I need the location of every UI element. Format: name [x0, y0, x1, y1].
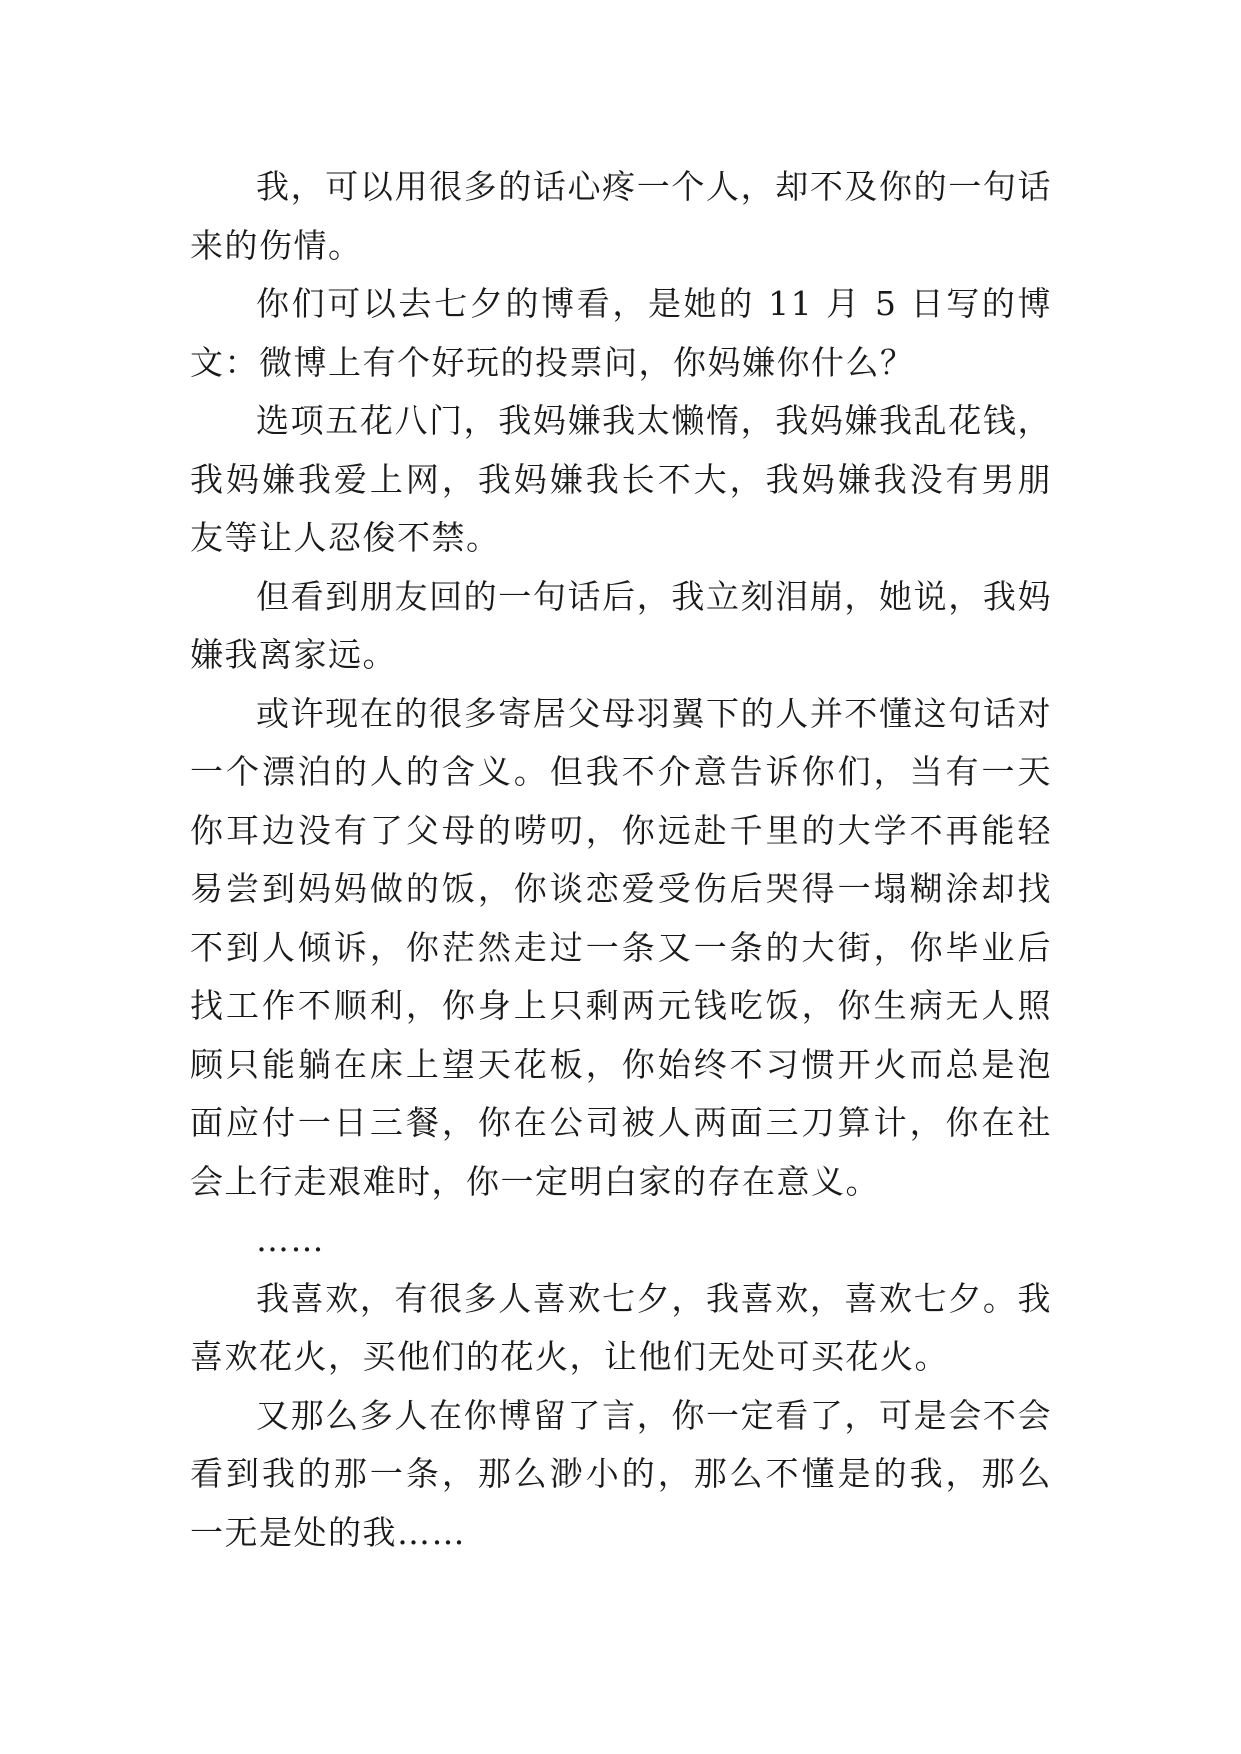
paragraph: 我喜欢，有很多人喜欢七夕，我喜欢，喜欢七夕。我喜欢花火，买他们的花火，让他们无处可买花火。	[190, 1278, 1052, 1376]
paragraph: 我，可以用很多的话心疼一个人，却不及你的一句话来的伤情。	[190, 167, 1052, 265]
paragraph: 选项五花八门，我妈嫌我太懒惰，我妈嫌我乱花钱，我妈嫌我爱上网，我妈嫌我长不大，我妈嫌我没有男朋友等让人忍俊不禁。	[190, 401, 1052, 557]
paragraph: 你们可以去七夕的博看，是她的 11 月 5 日写的博文：微博上有个好玩的投票问，你妈嫌你什么？	[190, 284, 1052, 382]
ellipsis-paragraph: ……	[256, 1220, 325, 1259]
paragraph: 或许现在的很多寄居父母羽翼下的人并不懂这句话对一个漂泊的人的含义。但我不介意告诉你们，当有一天你耳边没有了父母的唠叨，你远赴千里的大学不再能轻易尝到妈妈做的饭，你谈恋爱受伤后哭得一塌糊涂却找不到人倾诉，你茫然走过一条又一条的大街，你毕业后找工作不顺利，你身上只剩两元钱吃饭，你生病无人照顾只能躺在床上望天花板，你始终不习惯开火而总是泡面应付一日三餐，你在公司被人两面三刀算计，你在社会上行走艰难时，你一定明白家的存在意义。	[190, 693, 1052, 1201]
paragraph: 又那么多人在你博留了言，你一定看了，可是会不会看到我的那一条，那么渺小的，那么不懂是的我，那么一无是处的我……	[190, 1395, 1052, 1552]
document-body	[190, 158, 1052, 1562]
paragraph: 但看到朋友回的一句话后，我立刻泪崩，她说，我妈嫌我离家远。	[190, 576, 1052, 674]
